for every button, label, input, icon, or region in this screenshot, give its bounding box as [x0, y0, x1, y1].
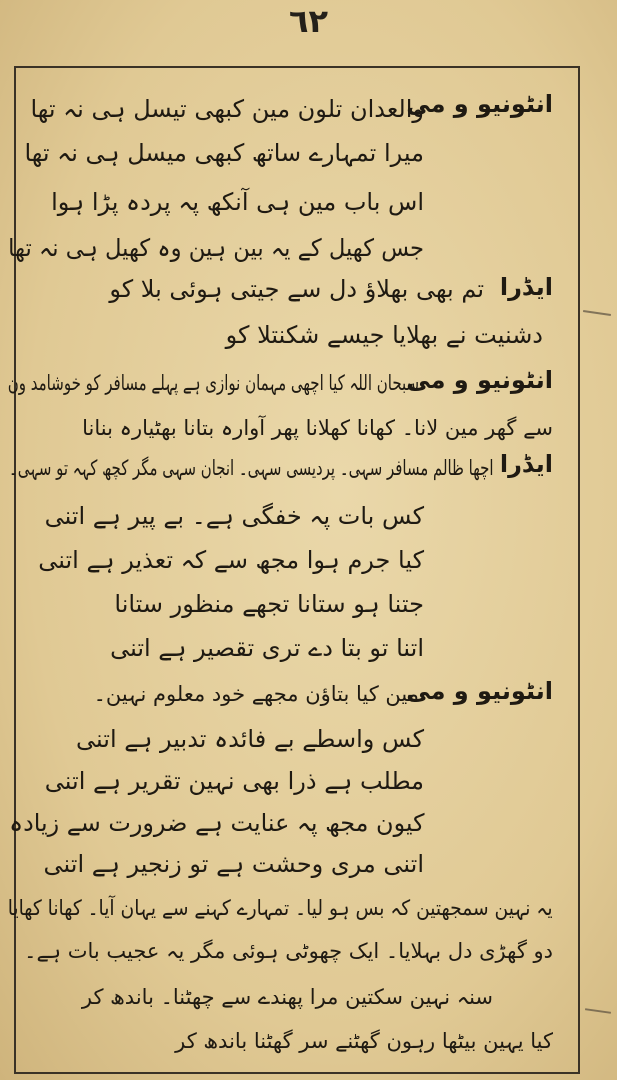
prose-line: دو گھڑی دل بہلایا۔ ایک چھوٹی ہوئی مگر یہ عجیب بات ہے۔: [24, 939, 553, 963]
verse-line: کس واسطے بے فائدہ تدبیر ہے اتنی: [76, 725, 424, 753]
verse-line: تم بھی بھلاؤ دل سے جیتی ہوئی بلا کو: [109, 275, 484, 303]
margin-mark: [583, 310, 611, 316]
verse-line: کیا جرم ہوا مجھ سے کہ تعذیر ہے اتنی: [38, 546, 424, 574]
verse-line: اس باب مین ہی آنکھ پہ پردہ پڑا ہوا: [51, 188, 424, 216]
speaker-label: ایڈرا: [499, 273, 553, 301]
speaker-label: ایڈرا: [499, 450, 553, 478]
speaker-label: انٹونیو و می: [406, 90, 553, 118]
prose-line: اچھا ظالم مسافر سہی۔ پردیسی سہی۔ انجان سہی مگر کچھ کہہ تو سہی۔: [8, 456, 493, 480]
verse-line: اتنا تو بتا دے تری تقصیر ہے اتنی: [110, 634, 424, 662]
prose-line: مین کیا بتاؤن مجھے خود معلوم نہین۔: [93, 682, 419, 706]
verse-line: جتنا ہو ستانا تجھے منظور ستانا: [114, 590, 424, 618]
verse-line: کیون مجھ پہ عنایت ہے ضرورت سے زیادہ: [8, 809, 424, 837]
prose-line: سنہ نہین سکتین مرا پھندے سے چھٹنا۔ باندھ کر: [81, 985, 493, 1009]
prose-line: سبحان اللہ کیا اچھی مہمان نوازی ہے پہلے مسافر کو خوشامد ون: [7, 371, 419, 395]
verse-line: میرا تمہارے ساتھ کبھی میسل ہی نہ تھا: [24, 139, 424, 167]
page-number: ٦٢: [288, 2, 329, 40]
prose-line: کیا یہین بیٹھا رہون گھٹنے سر گھٹنا باندھ کر: [175, 1029, 553, 1053]
verse-line: کس بات پہ خفگی ہے۔ بے پیر ہے اتنی: [44, 502, 424, 530]
speaker-label: انٹونیو و می: [406, 677, 553, 705]
verse-line: اتنی مری وحشت ہے تو زنجیر ہے اتنی: [43, 850, 424, 878]
speaker-label: انٹونیو و می: [406, 366, 553, 394]
verse-line: جس کھیل کے یہ بین ہین وہ کھیل ہی نہ تھا: [8, 234, 424, 262]
verse-line: مطلب ہے ذرا بھی نہین تقریر ہے اتنی: [44, 767, 424, 795]
prose-line: سے گھر مین لانا۔ کھانا کھلانا پھر آوارہ بتانا بھٹیارہ بنانا: [82, 416, 553, 440]
margin-mark: [585, 1008, 611, 1014]
verse-line: دشنیت نے بھلایا جیسے شکنتلا کو: [225, 321, 543, 349]
verse-line: والعدان تلون مین کبھی تیسل ہی نہ تھا: [30, 95, 424, 123]
prose-line: یہ نہین سمجھتین کہ بس ہو لیا۔ تمہارے کہنے سے یہان آیا۔ کھانا کھایا: [8, 896, 553, 920]
